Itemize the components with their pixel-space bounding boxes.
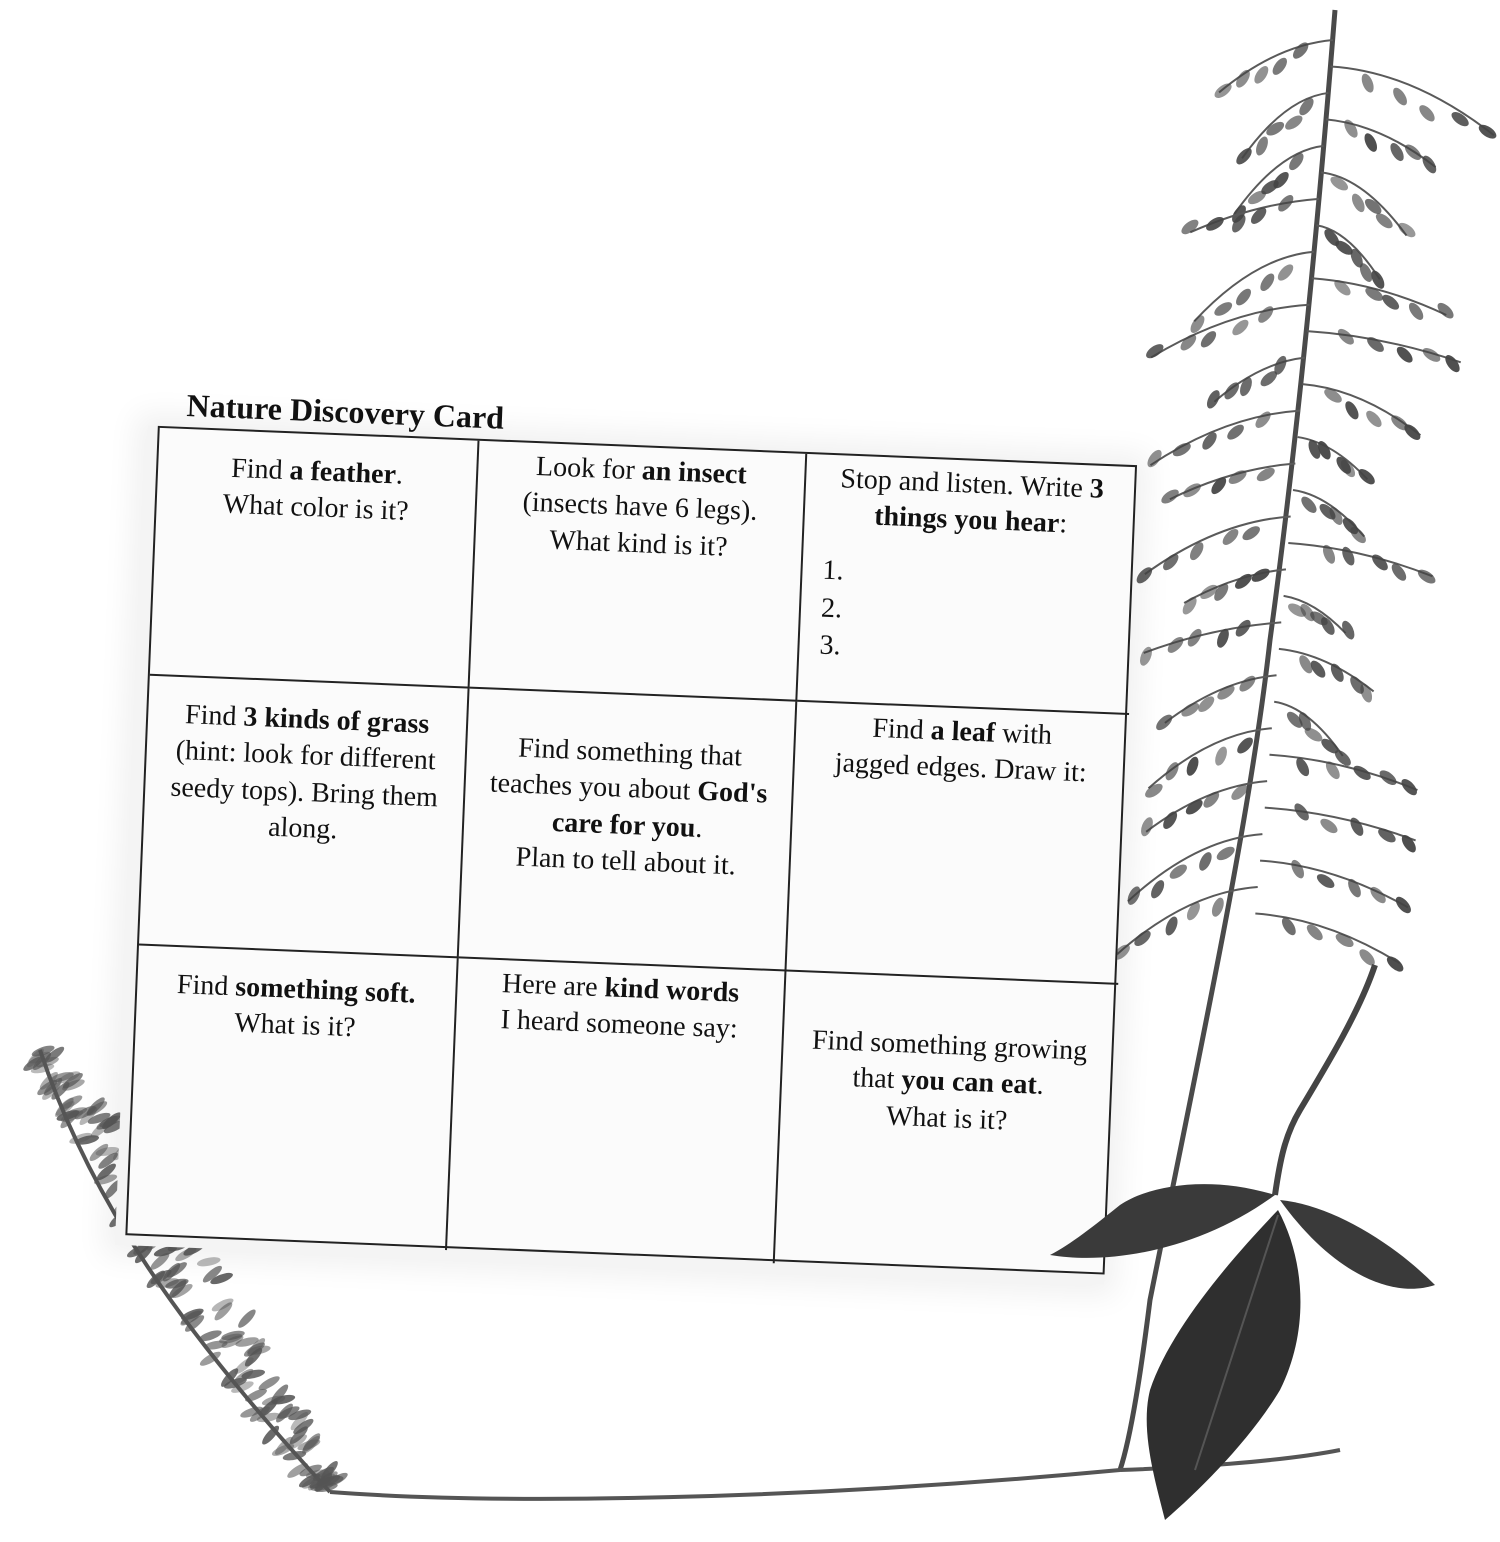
cell-bold-text: something soft. <box>234 971 417 1010</box>
list-item: 1. <box>821 554 845 587</box>
cell-text: : <box>1058 508 1068 540</box>
card-title: Nature Discovery Card <box>185 387 505 436</box>
cell-bold-text: an insect <box>641 455 748 491</box>
cell-text: . <box>1036 1070 1045 1102</box>
cell-bold-text: 3 things you hear <box>873 473 1105 540</box>
cell-bold-text: a feather <box>288 455 397 491</box>
cell-bold-text: kind words <box>604 972 740 1009</box>
list-item: 3. <box>818 629 842 662</box>
cell-text: (hint: look for different seedy tops). Bring them along. <box>169 735 439 846</box>
cell-text: Here are <box>501 968 606 1004</box>
cell-text: Find <box>176 969 236 1003</box>
cell-bold-text: a leaf <box>930 715 996 749</box>
cell-text: Find <box>184 699 245 733</box>
cell-text: . <box>395 459 404 491</box>
cell-text: Find something that teaches you about <box>489 732 743 808</box>
cell-text: What is it? <box>233 1007 357 1044</box>
cell-text: (insects have 6 legs). What kind is it? <box>522 486 758 563</box>
cell-text: What is it? <box>885 1100 1008 1137</box>
cell-bold-text: you can eat <box>900 1064 1038 1102</box>
cell-text: Plan to tell about it. <box>515 841 737 882</box>
cell-text: with <box>994 717 1053 751</box>
cell-bold-text: God's care for you <box>551 776 768 844</box>
cell-text: Look for <box>535 451 643 487</box>
cell-text: I heard someone say: <box>500 1004 739 1045</box>
cell-text: Find something growing that <box>811 1024 1088 1096</box>
list-item: 2. <box>820 592 843 625</box>
cell-text: What color is it? <box>222 488 410 528</box>
cell-text: . <box>694 812 704 844</box>
cell-text: jagged edges. Draw it: <box>834 747 1088 789</box>
cell-text: Find <box>230 452 291 487</box>
cell-text: Find <box>871 712 932 747</box>
cell-text: Stop and listen. Write <box>839 463 1091 505</box>
cell-bold-text: 3 kinds of grass <box>242 701 430 740</box>
